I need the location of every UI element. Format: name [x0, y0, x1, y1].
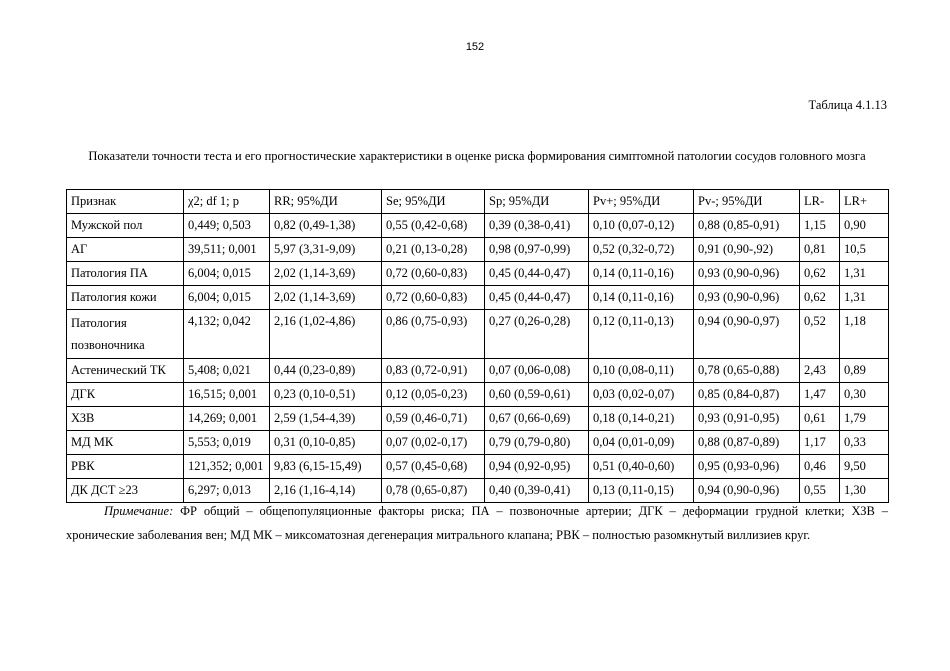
table-cell: 2,43	[800, 359, 840, 383]
table-cell: 2,16 (1,02-4,86)	[270, 310, 382, 359]
table-cell: 0,59 (0,46-0,71)	[382, 407, 485, 431]
column-header: LR+	[840, 190, 889, 214]
table-cell: 4,132; 0,042	[184, 310, 270, 359]
table-cell: РВК	[67, 455, 184, 479]
table-cell: 0,78 (0,65-0,87)	[382, 479, 485, 503]
table-cell: 0,04 (0,01-0,09)	[589, 431, 694, 455]
table-cell: Астенический ТК	[67, 359, 184, 383]
table-cell: 0,55 (0,42-0,68)	[382, 214, 485, 238]
table-row	[67, 455, 889, 479]
table-cell: 0,10 (0,08-0,11)	[589, 359, 694, 383]
table-cell: 0,51 (0,40-0,60)	[589, 455, 694, 479]
note-text: ФР общий – общепопуляционные факторы риска; ПА – позвоночные артерии; ДГК – деформации грудной клетки; ХЗВ – хронические заболевания вен; МД МК – миксоматозная дегенерация митрального клапана; РВК – полностью разомкнутый виллизиев круг.	[66, 504, 888, 542]
table-cell: 0,89	[840, 359, 889, 383]
table-cell: 0,27 (0,26-0,28)	[485, 310, 589, 359]
table-cell: 0,30	[840, 383, 889, 407]
table-row	[67, 359, 889, 383]
header-row	[67, 190, 889, 214]
table-cell: 0,93 (0,90-0,96)	[694, 286, 800, 310]
table-cell: 0,88 (0,87-0,89)	[694, 431, 800, 455]
table-cell: 0,03 (0,02-0,07)	[589, 383, 694, 407]
table-label: Таблица 4.1.13	[808, 98, 887, 112]
table-note	[66, 499, 888, 547]
table-cell: 0,95 (0,93-0,96)	[694, 455, 800, 479]
table-cell: 0,07 (0,02-0,17)	[382, 431, 485, 455]
table-cell: Патология ПА	[67, 262, 184, 286]
table-cell: 121,352; 0,001	[184, 455, 270, 479]
table-cell: 0,57 (0,45-0,68)	[382, 455, 485, 479]
table-cell: 10,5	[840, 238, 889, 262]
table-cell: 1,30	[840, 479, 889, 503]
table-cell: 0,86 (0,75-0,93)	[382, 310, 485, 359]
table-cell: 0,67 (0,66-0,69)	[485, 407, 589, 431]
table-cell: 0,98 (0,97-0,99)	[485, 238, 589, 262]
column-header: Признак	[67, 190, 184, 214]
data-table	[66, 189, 889, 503]
column-header: χ2; df 1; p	[184, 190, 270, 214]
table-cell: ДК ДСТ ≥23	[67, 479, 184, 503]
note-intro: Примечание:	[104, 504, 174, 518]
table-cell: 0,52 (0,32-0,72)	[589, 238, 694, 262]
table-row	[67, 431, 889, 455]
table-cell: 5,408; 0,021	[184, 359, 270, 383]
table-cell: 0,82 (0,49-1,38)	[270, 214, 382, 238]
table-row	[67, 407, 889, 431]
column-header: LR-	[800, 190, 840, 214]
table-cell: 0,62	[800, 262, 840, 286]
table-cell: 0,45 (0,44-0,47)	[485, 262, 589, 286]
table-cell: 0,31 (0,10-0,85)	[270, 431, 382, 455]
table-cell: 5,97 (3,31-9,09)	[270, 238, 382, 262]
table-cell: 0,78 (0,65-0,88)	[694, 359, 800, 383]
table-row	[67, 238, 889, 262]
table-cell: 2,02 (1,14-3,69)	[270, 262, 382, 286]
table-cell: 1,47	[800, 383, 840, 407]
table-cell: 16,515; 0,001	[184, 383, 270, 407]
table-cell: 0,90	[840, 214, 889, 238]
table-cell: 9,83 (6,15-15,49)	[270, 455, 382, 479]
table-cell: 0,93 (0,90-0,96)	[694, 262, 800, 286]
column-header: Sp; 95%ДИ	[485, 190, 589, 214]
table-cell: 6,004; 0,015	[184, 286, 270, 310]
table-cell: 0,21 (0,13-0,28)	[382, 238, 485, 262]
table-cell: 6,004; 0,015	[184, 262, 270, 286]
table-cell: 0,60 (0,59-0,61)	[485, 383, 589, 407]
column-header: RR; 95%ДИ	[270, 190, 382, 214]
table-cell: 0,79 (0,79-0,80)	[485, 431, 589, 455]
table-cell: 0,88 (0,85-0,91)	[694, 214, 800, 238]
table-cell: 0,94 (0,90-0,96)	[694, 479, 800, 503]
page-number: 152	[465, 41, 485, 53]
table-cell: Патология позвоночника	[67, 310, 184, 359]
table-cell: 0,13 (0,11-0,15)	[589, 479, 694, 503]
table-cell: Мужской пол	[67, 214, 184, 238]
table-cell: 1,31	[840, 262, 889, 286]
column-header: Pv-; 95%ДИ	[694, 190, 800, 214]
table-cell: ХЗВ	[67, 407, 184, 431]
table-row	[67, 310, 889, 359]
table-cell: 0,14 (0,11-0,16)	[589, 262, 694, 286]
table-cell: 0,72 (0,60-0,83)	[382, 262, 485, 286]
table-cell: 0,14 (0,11-0,16)	[589, 286, 694, 310]
table-cell: 0,39 (0,38-0,41)	[485, 214, 589, 238]
table-cell: 2,02 (1,14-3,69)	[270, 286, 382, 310]
table-cell: 0,93 (0,91-0,95)	[694, 407, 800, 431]
table-cell: 0,12 (0,11-0,13)	[589, 310, 694, 359]
table-cell: 0,45 (0,44-0,47)	[485, 286, 589, 310]
table-cell: 5,553; 0,019	[184, 431, 270, 455]
table-cell: 0,23 (0,10-0,51)	[270, 383, 382, 407]
table-caption: Показатели точности теста и его прогностические характеристики в оценке риска формирования симптомной патологии сосудов головного мозга	[88, 149, 866, 163]
table-cell: 0,07 (0,06-0,08)	[485, 359, 589, 383]
table-cell: 2,16 (1,16-4,14)	[270, 479, 382, 503]
table-cell: 0,62	[800, 286, 840, 310]
table-cell: 1,31	[840, 286, 889, 310]
table-cell: 14,269; 0,001	[184, 407, 270, 431]
table-cell: МД МК	[67, 431, 184, 455]
table-cell: 0,40 (0,39-0,41)	[485, 479, 589, 503]
table-cell: 1,79	[840, 407, 889, 431]
table-cell: 39,511; 0,001	[184, 238, 270, 262]
table-cell: Патология кожи	[67, 286, 184, 310]
table-cell: 0,83 (0,72-0,91)	[382, 359, 485, 383]
table-cell: 9,50	[840, 455, 889, 479]
table-cell: 0,81	[800, 238, 840, 262]
table-cell: 0,55	[800, 479, 840, 503]
table-cell: 1,17	[800, 431, 840, 455]
table-cell: 0,10 (0,07-0,12)	[589, 214, 694, 238]
table-cell: 0,94 (0,92-0,95)	[485, 455, 589, 479]
table-row	[67, 262, 889, 286]
table-cell: 6,297; 0,013	[184, 479, 270, 503]
table-cell: 0,85 (0,84-0,87)	[694, 383, 800, 407]
table-cell: 0,44 (0,23-0,89)	[270, 359, 382, 383]
column-header: Se; 95%ДИ	[382, 190, 485, 214]
table-cell: 0,94 (0,90-0,97)	[694, 310, 800, 359]
table-cell: 2,59 (1,54-4,39)	[270, 407, 382, 431]
table-cell: АГ	[67, 238, 184, 262]
table-row	[67, 383, 889, 407]
table-row	[67, 286, 889, 310]
table-cell: 0,61	[800, 407, 840, 431]
column-header: Pv+; 95%ДИ	[589, 190, 694, 214]
table-row	[67, 214, 889, 238]
table-cell: 0,52	[800, 310, 840, 359]
table-cell: 0,18 (0,14-0,21)	[589, 407, 694, 431]
table-cell: 0,91 (0,90-,92)	[694, 238, 800, 262]
table-cell: 0,33	[840, 431, 889, 455]
table-cell: 0,72 (0,60-0,83)	[382, 286, 485, 310]
table-cell: 1,15	[800, 214, 840, 238]
table-cell: 0,449; 0,503	[184, 214, 270, 238]
table-cell: 0,12 (0,05-0,23)	[382, 383, 485, 407]
table-cell: 0,46	[800, 455, 840, 479]
table-cell: ДГК	[67, 383, 184, 407]
table-cell: 1,18	[840, 310, 889, 359]
